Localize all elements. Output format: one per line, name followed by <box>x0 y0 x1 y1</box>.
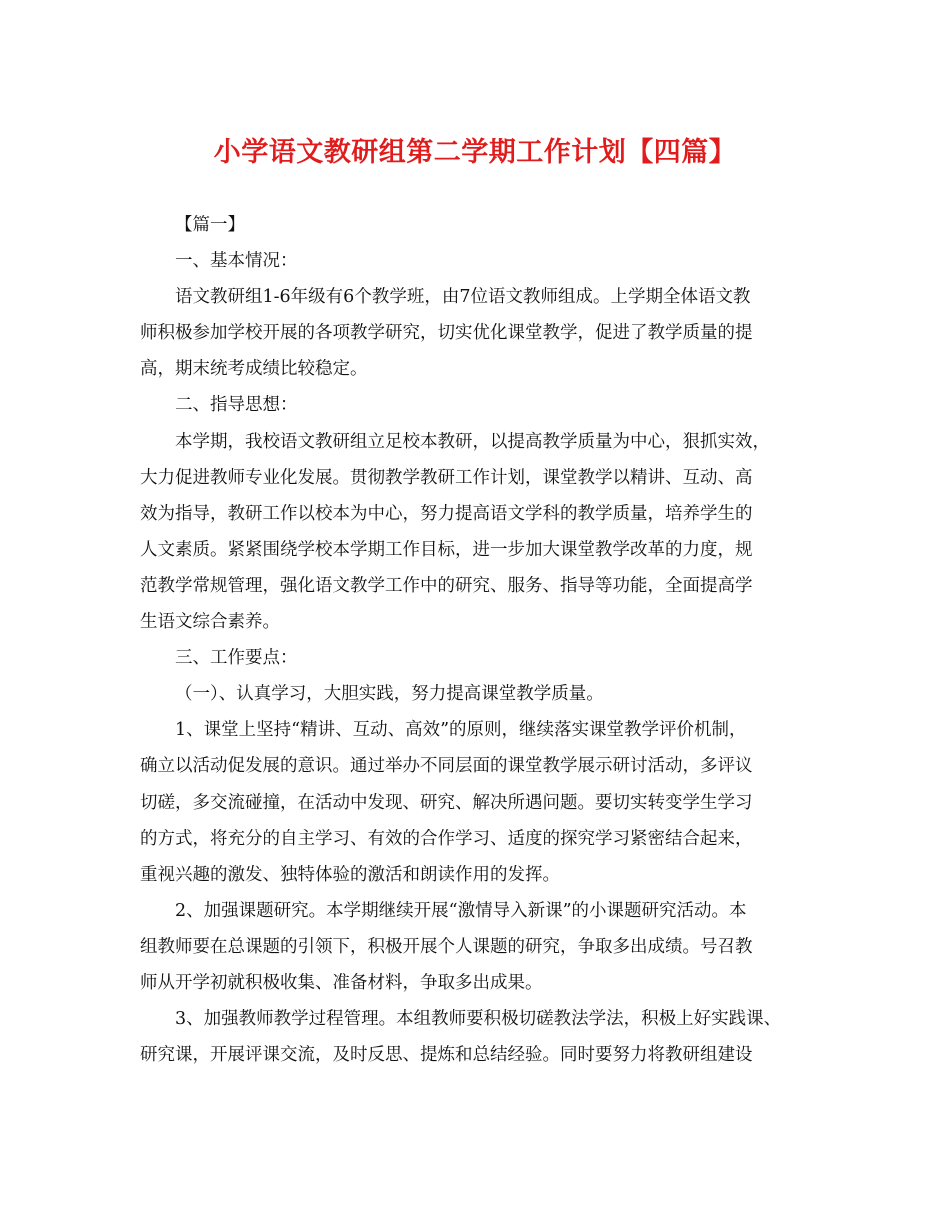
paragraph-line: 高，期末统考成绩比较稳定。 <box>140 359 368 380</box>
paragraph-line: （一）、认真学习，大胆实践，努力提高课堂教学质量。 <box>175 684 604 705</box>
paragraph-line: 研究课，开展评课交流，及时反思、提炼和总结经验。同时要努力将教研组建设 <box>140 1045 753 1066</box>
paragraph-line: 大力促进教师专业化发展。贯彻教学教研工作计划，课堂教学以精讲、互动、高 <box>140 467 753 488</box>
paragraph-line: 本学期，我校语文教研组立足校本教研，以提高教学质量为中心，狠抓实效， <box>175 431 770 452</box>
paragraph-line: 确立以活动促发展的意识。通过举办不同层面的课堂教学展示研讨活动，多评议 <box>140 756 753 777</box>
document-title: 小学语文教研组第二学期工作计划【四篇】 <box>213 137 737 168</box>
paragraph-line: 语文教研组1-6年级有6个教学班，由7位语文教师组成。上学期全体语文教 <box>175 287 751 308</box>
paragraph-line: 三、工作要点： <box>175 648 298 669</box>
paragraph-line: 二、指导思想： <box>175 395 298 416</box>
paragraph-line: 3、加强教师教学过程管理。本组教师要积极切磋教法学法，积极上好实践课、 <box>175 1009 782 1030</box>
paragraph-line: 的方式，将充分的自主学习、有效的合作学习、适度的探究学习紧密结合起来， <box>140 828 753 849</box>
paragraph-line: 师积极参加学校开展的各项教学研究，切实优化课堂教学，促进了教学质量的提 <box>140 323 753 344</box>
paragraph-line: 2、加强课题研究。本学期继续开展“激情导入新课”的小课题研究活动。本 <box>175 900 747 921</box>
paragraph-line: 生语文综合素养。 <box>140 612 280 633</box>
paragraph-line: 组教师要在总课题的引领下，积极开展个人课题的研究，争取多出成绩。号召教 <box>140 936 753 957</box>
paragraph-line: 范教学常规管理，强化语文教学工作中的研究、服务、指导等功能，全面提高学 <box>140 575 753 596</box>
document-body <box>140 207 820 1073</box>
paragraph-line: 【篇一】 <box>175 215 245 235</box>
paragraph-line: 1、课堂上坚持“精讲、互动、高效”的原则，继续落实课堂教学评价机制， <box>175 720 747 741</box>
paragraph-line: 人文素质。紧紧围绕学校本学期工作目标，进一步加大课堂教学改革的力度，规 <box>140 539 753 560</box>
paragraph-line: 重视兴趣的激发、独特体验的激活和朗读作用的发挥。 <box>140 864 560 885</box>
paragraph-line: 效为指导，教研工作以校本为中心，努力提高语文学科的教学质量，培养学生的 <box>140 503 753 524</box>
paragraph-line: 一、基本情况： <box>175 251 298 272</box>
paragraph-line: 切磋，多交流碰撞，在活动中发现、研究、解决所遇问题。要切实转变学生学习 <box>140 792 753 813</box>
paragraph-line: 师从开学初就积极收集、准备材料，争取多出成果。 <box>140 972 543 993</box>
